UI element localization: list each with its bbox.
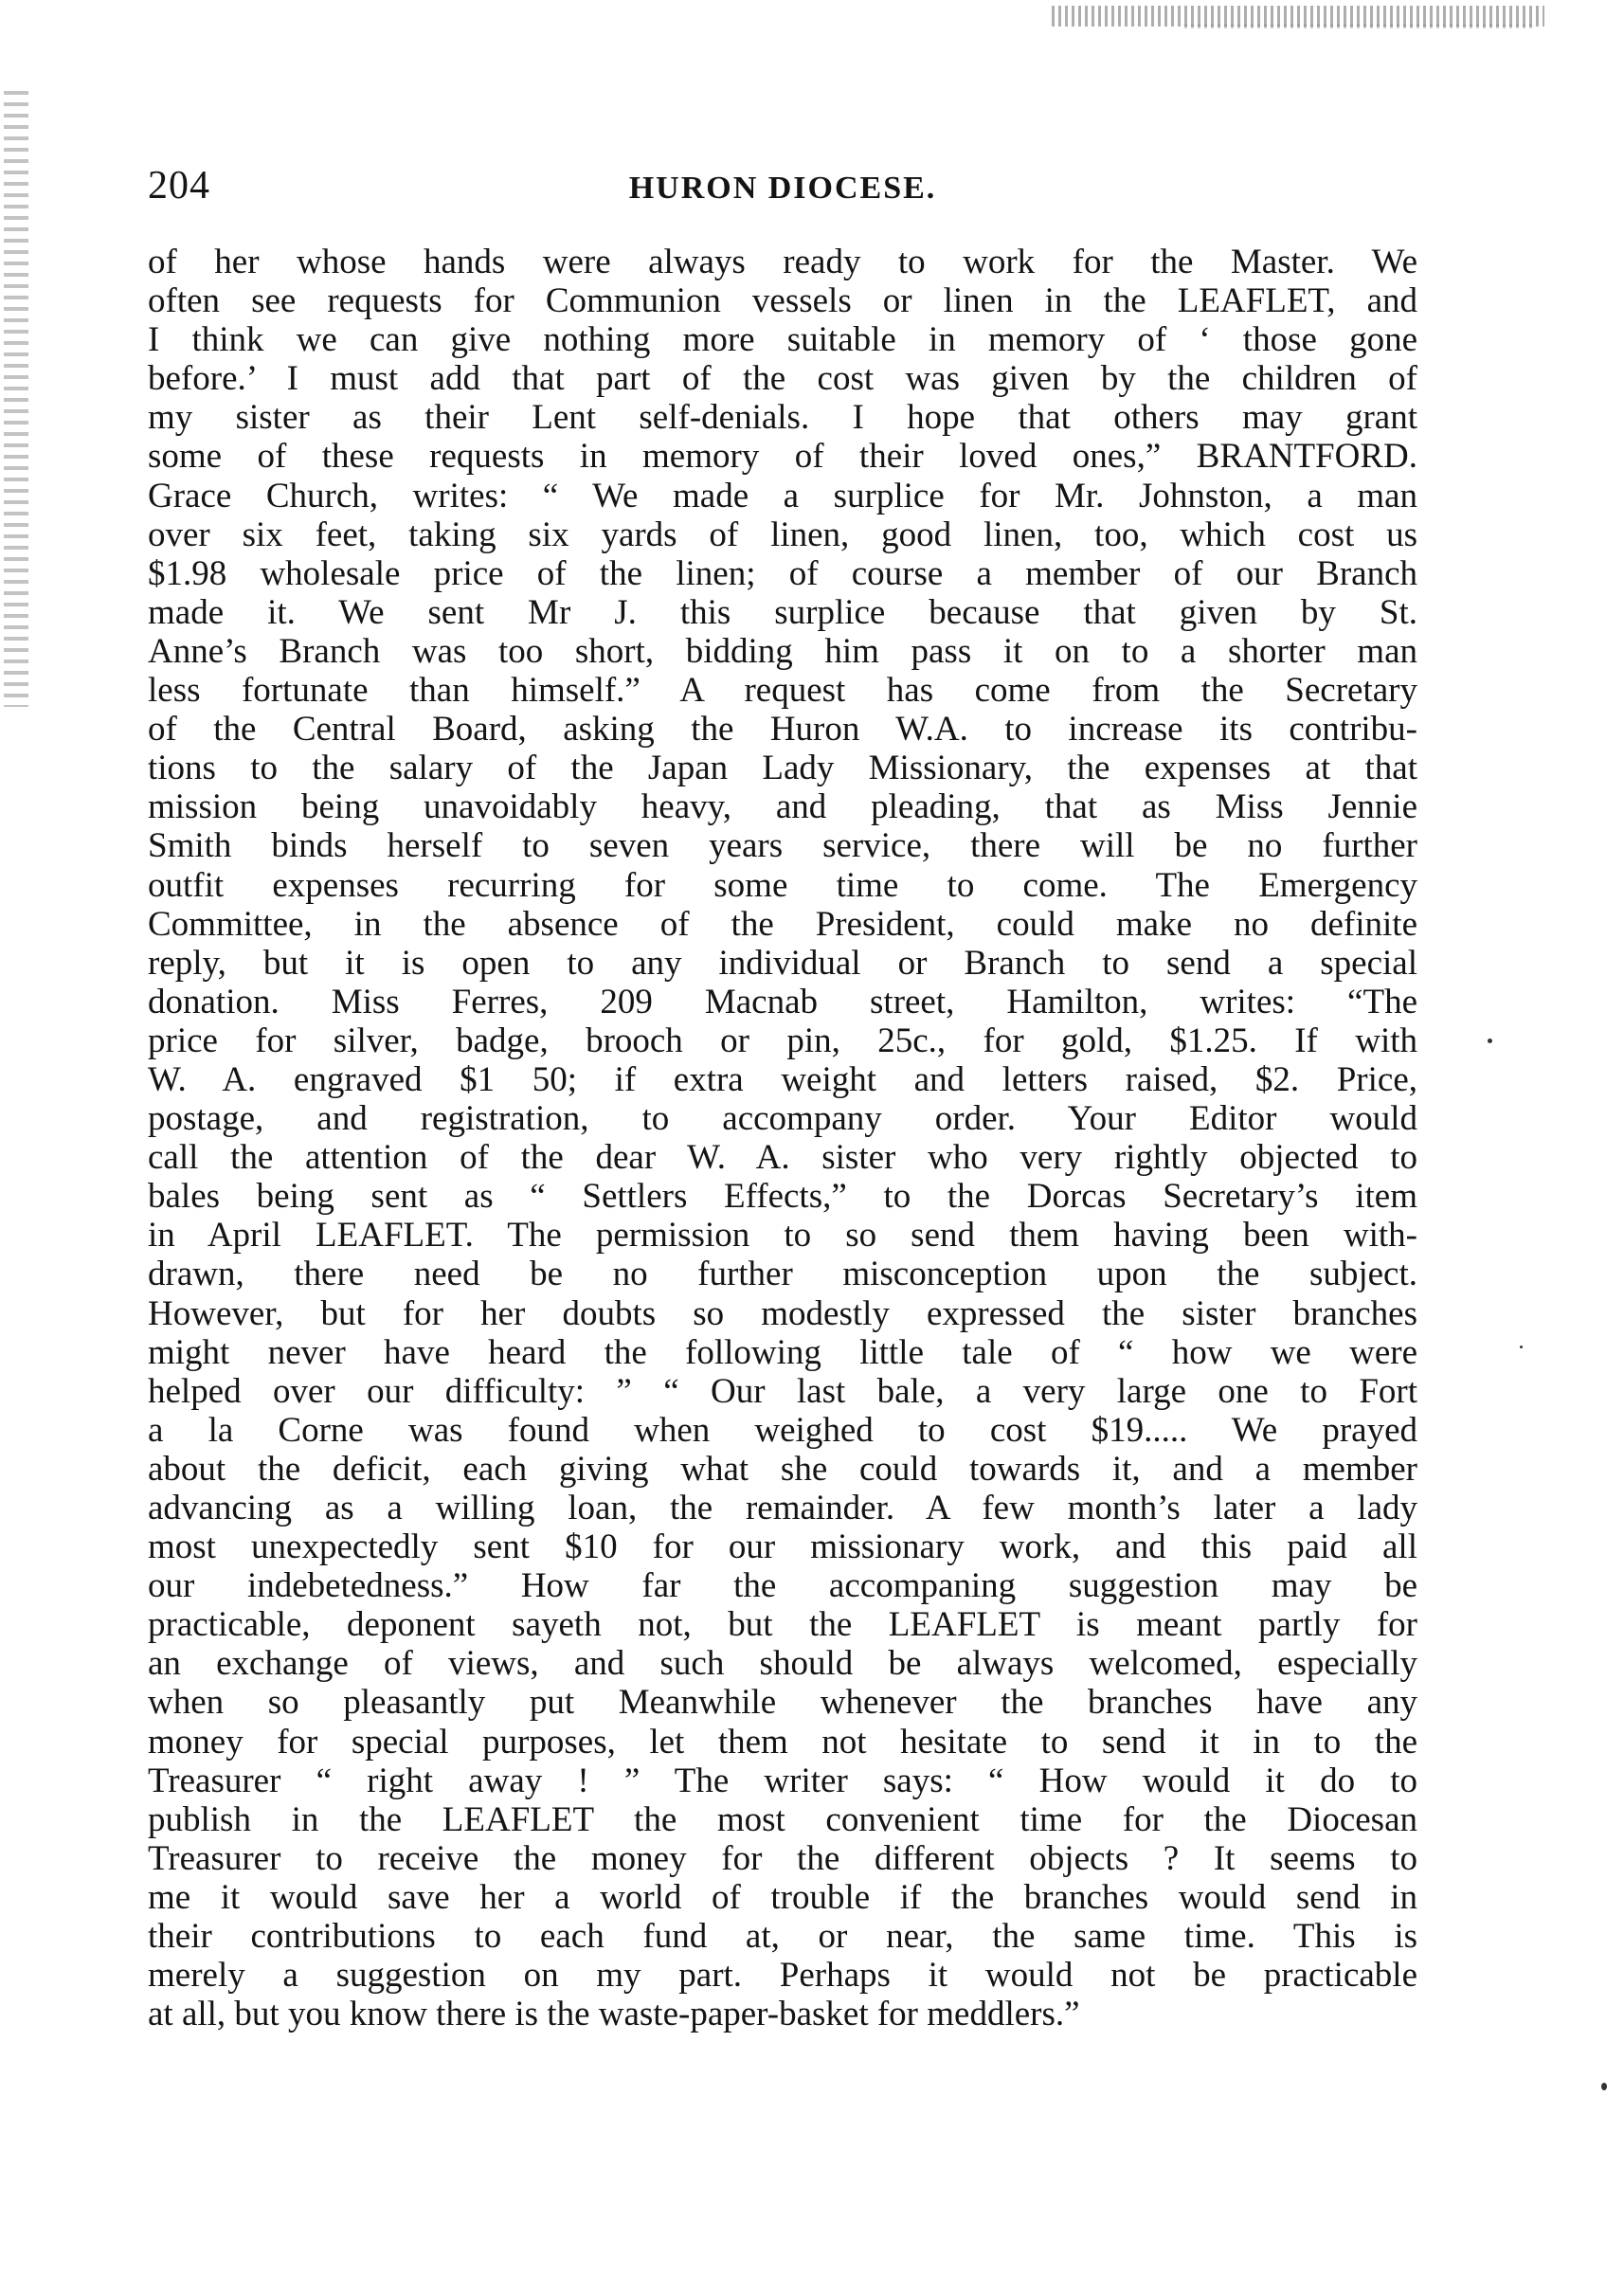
text-line: might never have heard the following little tale of “ how we were <box>148 1332 1417 1372</box>
text-line: when so pleasantly put Meanwhile whenever the branches have any <box>148 1683 1417 1723</box>
text-line: tions to the salary of the Japan Lady Missionary, the expenses at that <box>148 749 1417 788</box>
text-line: Treasurer “ right away ! ” The writer says: “ How would it do to <box>148 1761 1417 1800</box>
scan-speck <box>1601 2083 1607 2090</box>
text-line: an exchange of views, and such should be always welcomed, especially <box>148 1644 1417 1684</box>
text-line: at all, but you know there is the waste-paper-basket for meddlers.” <box>148 1995 1080 2034</box>
text-line: reply, but it is open to any individual or Branch to send a special <box>148 943 1417 983</box>
text-line: made it. We sent Mr J. this surplice because that given by St. <box>148 592 1417 632</box>
text-line: bales being sent as “ Settlers Effects,” to the Dorcas Secretary’s item <box>148 1177 1417 1217</box>
text-line: most unexpectedly sent $10 for our missionary work, and this paid all <box>148 1527 1417 1567</box>
text-line: Treasurer to receive the money for the different objects ? It seems to <box>148 1838 1417 1878</box>
text-line: Anne’s Branch was too short, bidding him pass it on to a shorter man <box>148 631 1417 671</box>
text-line: Committee, in the absence of the President, could make no definite <box>148 904 1417 944</box>
text-line: in April LEAFLET. The permission to so send them having been with- <box>148 1216 1417 1256</box>
text-line: my sister as their Lent self-denials. I hope that others may grant <box>148 398 1417 438</box>
text-line: me it would save her a world of trouble if the branches would send in <box>148 1877 1417 1917</box>
text-line: less fortunate than himself.” A request has come from the Secretary <box>148 671 1417 711</box>
text-line: postage, and registration, to accompany order. Your Editor would <box>148 1099 1417 1139</box>
text-line: money for special purposes, let them not hesitate to send it in to the <box>148 1722 1417 1762</box>
scan-speck <box>1488 1039 1492 1043</box>
text-line: $1.98 wholesale price of the linen; of course a member of our Branch <box>148 553 1417 593</box>
text-line: of her whose hands were always ready to work for the Master. We <box>148 243 1417 281</box>
running-head: HURON DIOCESE. <box>628 171 937 206</box>
text-line: advancing as a willing loan, the remainder. A few month’s later a lady <box>148 1489 1417 1527</box>
text-line: call the attention of the dear W. A. sister who very rightly objected to <box>148 1138 1417 1178</box>
text-line: However, but for her doubts so modestly expressed the sister branches <box>148 1293 1417 1333</box>
scan-speck <box>1520 1346 1523 1348</box>
text-line: our indebetedness.” How far the accompaning suggestion may be <box>148 1566 1417 1606</box>
page-number: 204 <box>148 164 210 208</box>
text-line: Smith binds herself to seven years service, there will be no further <box>148 826 1417 866</box>
scan-edge-artifact-top-lower <box>1184 25 1535 28</box>
text-line: practicable, deponent sayeth not, but the LEAFLET is meant partly for <box>148 1605 1417 1645</box>
scan-edge-artifact-left <box>4 91 28 707</box>
text-line: about the deficit, each giving what she could towards it, and a member <box>148 1449 1417 1489</box>
text-line: some of these requests in memory of their loved ones,” BRANTFORD. <box>148 437 1417 477</box>
text-line: price for silver, badge, brooch or pin, 25c., for gold, $1.25. If with <box>148 1021 1417 1060</box>
text-line: often see requests for Communion vessels or linen in the LEAFLET, and <box>148 281 1417 321</box>
text-line: their contributions to each fund at, or near, the same time. This is <box>148 1917 1417 1957</box>
text-line: drawn, there need be no further misconception upon the subject. <box>148 1255 1417 1294</box>
text-line: merely a suggestion on my part. Perhaps it would not be practicable <box>148 1956 1417 1996</box>
text-line: mission being unavoidably heavy, and pleading, that as Miss Jennie <box>148 787 1417 827</box>
text-line: publish in the LEAFLET the most convenient time for the Diocesan <box>148 1799 1417 1839</box>
text-line: W. A. engraved $1 50; if extra weight and letters raised, $2. Price, <box>148 1059 1417 1099</box>
page-header <box>148 163 1417 220</box>
text-line: Grace Church, writes: “ We made a surplice for Mr. Johnston, a man <box>148 476 1417 515</box>
text-line: a la Corne was found when weighed to cost $19..... We prayed <box>148 1410 1417 1450</box>
text-line: over six feet, taking six yards of linen, good linen, too, which cost us <box>148 515 1417 554</box>
text-line: donation. Miss Ferres, 209 Macnab street, Hamilton, writes: “The <box>148 982 1417 1021</box>
body-text <box>148 243 1417 2033</box>
text-line: I think we can give nothing more suitable in memory of ‘ those gone <box>148 320 1417 360</box>
text-line: before.’ I must add that part of the cost was given by the children of <box>148 359 1417 399</box>
text-line: outfit expenses recurring for some time to come. The Emergency <box>148 865 1417 905</box>
text-line: of the Central Board, asking the Huron W.A. to increase its contribu- <box>148 710 1417 750</box>
text-line: helped over our difficulty: ” “ Our last bale, a very large one to Fort <box>148 1371 1417 1411</box>
scan-edge-artifact-top <box>1052 6 1544 27</box>
